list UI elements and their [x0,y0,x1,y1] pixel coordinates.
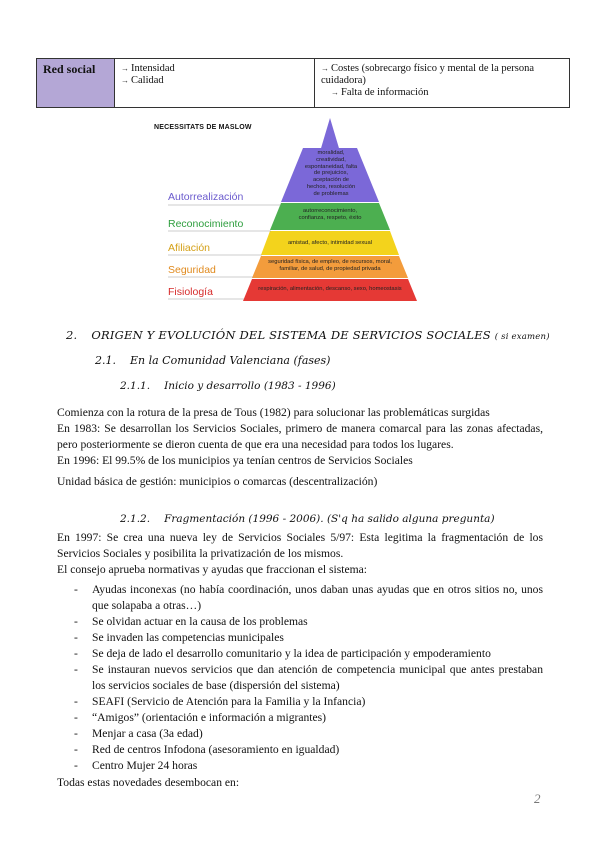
list-item: - Ayudas inconexas (no había coordinación, unos daban unas ayudas que en otros sitios no, unos que solapaba a otras…) [57,582,543,614]
table-item: → Calidad [121,75,164,86]
arrow-icon: → [121,76,129,85]
subsubsection-heading: 2.1.1. Inicio y desarrollo (1983 - 1996) [120,380,336,392]
maslow-label-afiliacion: Afiliación [168,242,211,254]
subsection-heading: 2.1. En la Comunidad Valenciana (fases) [95,354,331,367]
paragraph: El consejo aprueba normativas y ayudas que fraccionan el sistema: [57,563,368,576]
arrow-icon: → [331,88,339,97]
paragraph: En 1997: Se crea una nueva ley de Servicios Sociales 5/97: Esta legitima la fragmentación de los Servicios Sociales y posibilita la privatización de los mismos. [57,531,543,560]
section-heading: 2. ORIGEN Y EVOLUCIÓN DEL SISTEMA DE SERVICIOS SOCIALES ( si examen) [66,328,550,342]
maslow-title: NECESSITATS DE MASLOW [154,124,252,131]
table-item: → Costes (sobrecargo físico y mental de la persona cuidadora) [321,63,535,86]
paragraph: Todas estas novedades desembocan en: [57,776,240,789]
paragraph: En 1996: El 99.5% de los municipios ya tenían centros de Servicios Sociales [57,454,413,467]
maslow-label-seguridad: Seguridad [168,264,216,276]
list-item: - Menjar a casa (3a edad) [57,726,543,742]
bullet-list [57,582,543,774]
arrow-icon: → [321,64,329,73]
maslow-label-autorrealizacion: Autorrealización [168,191,244,203]
maslow-text-fisiologia: respiración, alimentación, descanso, sexo, homeostasis [258,286,402,292]
paragraph: En 1983: Se desarrollan los Servicios Sociales, primero de manera comarcal para las zonas afectadas, pero posteriormente se dieron cuenta de que era una necesidad para todos los lugares. [57,422,543,451]
list-item: - SEAFI (Servicio de Atención para la Familia y la Infancia) [57,694,543,710]
list-item: - Se invaden las competencias municipales [57,630,543,646]
maslow-text-seguridad: seguridad física, de empleo, de recursos, moral, familiar, de salud, de propiedad privada [268,259,392,272]
maslow-text-reconocimiento: autorreconocimiento, confianza, respeto, éxito [298,208,362,221]
list-item: - “Amigos” (orientación e información a migrantes) [57,710,543,726]
table-item: → Falta de información [331,87,429,98]
table-item: → Intensidad [121,63,175,74]
paragraph: Unidad básica de gestión: municipios o comarcas (descentralización) [57,475,378,488]
page-number: 2 [534,791,541,806]
maslow-label-fisiologia: Fisiología [168,286,213,298]
list-item: - Se deja de lado el desarrollo comunitario y la idea de participación y empoderamiento [57,646,543,662]
paragraph: Comienza con la rotura de la presa de Tous (1982) para solucionar las problemáticas surgidas [57,406,490,419]
list-item: - Se instauran nuevos servicios que dan atención de competencia municipal que antes prestaban los servicios sociales de base (dispersión del sistema) [57,662,543,694]
arrow-icon: → [121,64,129,73]
list-item: - Centro Mujer 24 horas [57,758,543,774]
maslow-text-afiliacion: amistad, afecto, intimidad sexual [287,240,373,246]
list-item: - Red de centros Infodona (asesoramiento en igualdad) [57,742,543,758]
list-item: - Se olvidan actuar en la causa de los problemas [57,614,543,630]
subsubsection-heading: 2.1.2. Fragmentación (1996 - 2006). (S'q ha salido alguna pregunta) [120,513,495,525]
maslow-label-reconocimiento: Reconocimiento [168,218,244,230]
maslow-text-autorrealizacion: moralidad, creatividad, espontaneidad, falta de prejuicios, aceptación de hechos, resolución de problemas [304,150,358,197]
table-label: Red social [43,62,96,76]
